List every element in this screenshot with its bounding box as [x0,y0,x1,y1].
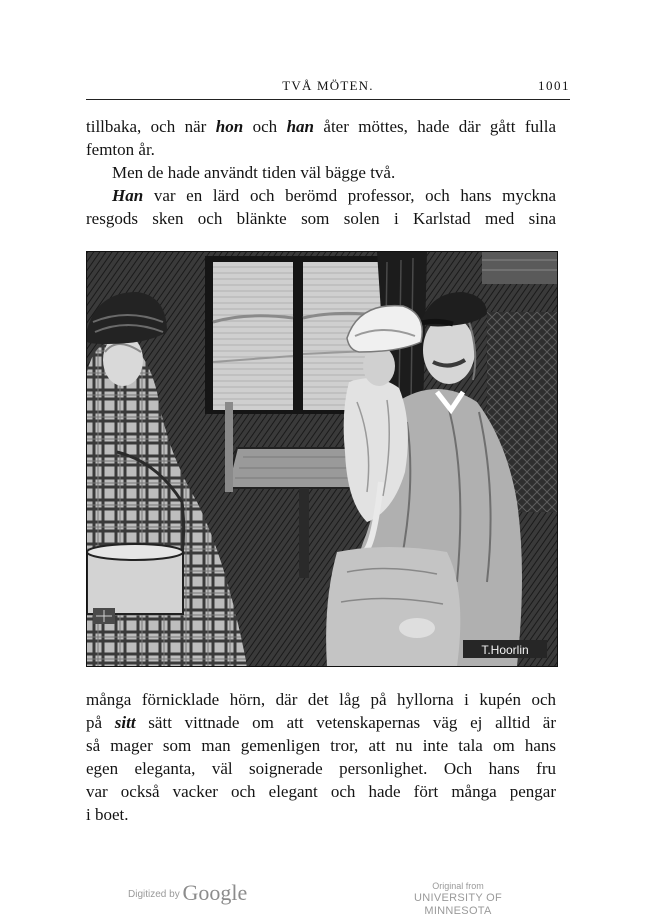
text-line: många förnicklade hörn, där det låg på hyllorna i kupén och [86,690,556,709]
page-number: 1001 [538,78,570,93]
artist-signature: T.Hoorlin [481,643,529,657]
text-line [86,711,556,734]
text-line: så mager som man gemenligen tror, att nu inte tala om hans [86,736,556,755]
text-line: femton år. [86,140,155,159]
running-title: TVÅ MÖTEN. [282,78,374,93]
original-from-label: Original from [432,881,484,891]
running-header [86,78,570,100]
text-span: var en lärd och berömd professor, och hans myckna [143,186,556,205]
text-line: Men de hade användt tiden väl bägge två. [112,163,396,182]
google-logo: Google [182,880,248,905]
text-block-bottom [86,688,556,826]
illustration-train-compartment [86,251,558,667]
text-span: åter möttes, hade där gått fulla [313,117,556,136]
text-line: i boet. [86,805,129,824]
emphasis-han: han [286,117,314,136]
text-line: var också vacker och elegant och hade fört många pengar [86,782,556,801]
original-from-credit [384,881,532,918]
emphasis-hon: hon [215,117,244,136]
digitized-by-google [128,880,247,906]
emphasis-han: Han [112,186,144,205]
emphasis-sitt: sitt [114,713,136,732]
text-line [86,184,556,207]
text-line: resgods sken och blänkte som solen i Karlstad med sina [86,209,556,228]
institution-name: UNIVERSITY OF MINNESOTA [413,892,503,917]
text-span: på [86,713,115,732]
digitized-by-label: Digitized by [128,889,180,900]
illustration-drawing [87,252,557,666]
text-span: och [243,117,287,136]
text-block-top [86,115,556,230]
text-line [86,115,556,138]
header-rule [86,99,570,100]
text-line: egen eleganta, väl soignerade personlighet. Och hans fru [86,759,556,778]
text-span: tillbaka, och när [86,117,216,136]
text-span: sätt vittnade om att vetenskapernas väg ej alltid är [135,713,557,732]
